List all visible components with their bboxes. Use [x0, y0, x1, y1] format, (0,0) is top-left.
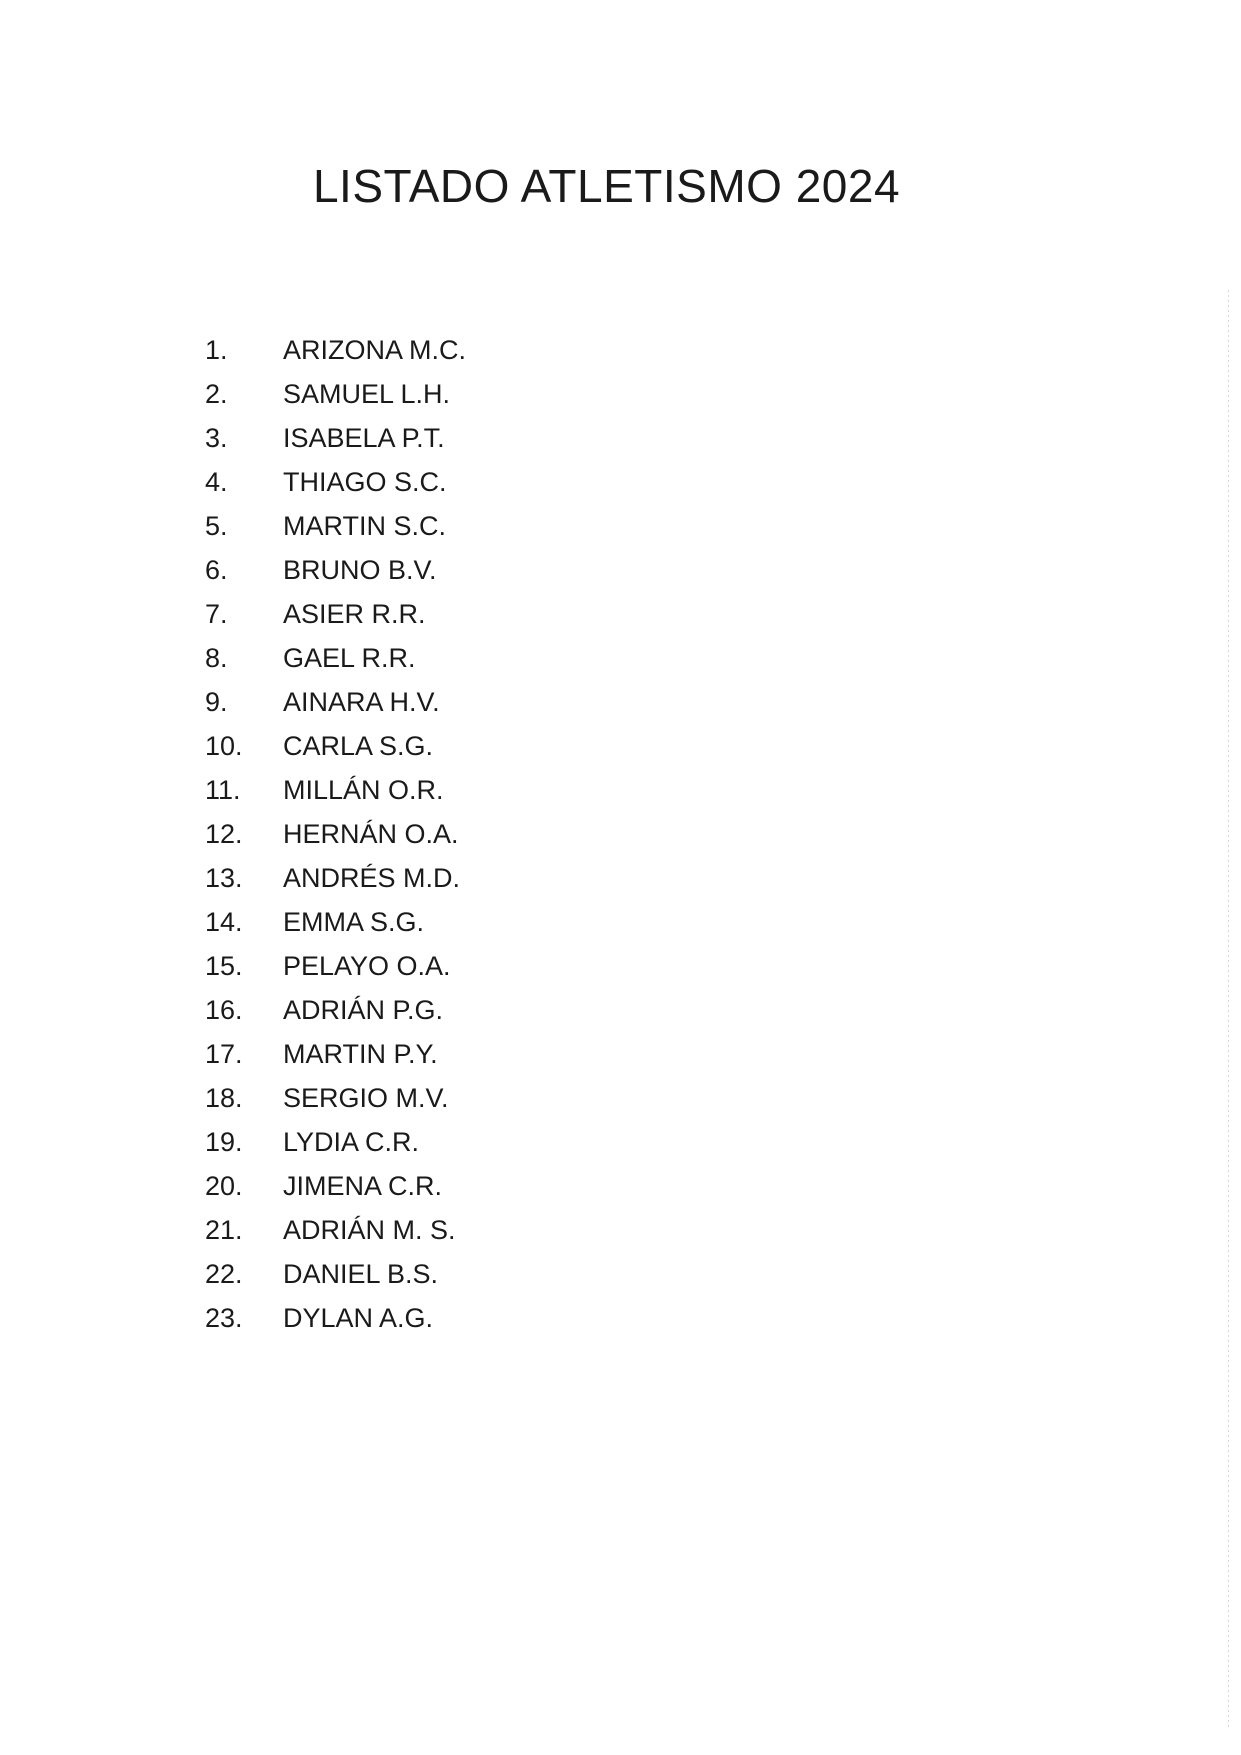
- list-item-number: 22.: [205, 1259, 243, 1289]
- list-item-number: 4.: [205, 467, 228, 497]
- list-item: [205, 328, 466, 372]
- list-item-name: ASIER R.R.: [283, 599, 426, 629]
- list-item: [205, 1076, 466, 1120]
- athlete-list: [205, 328, 466, 1340]
- list-item: [205, 988, 466, 1032]
- scan-edge-artifact: [1228, 290, 1229, 1730]
- list-item-number: 17.: [205, 1039, 243, 1069]
- list-item-name: HERNÁN O.A.: [283, 819, 459, 849]
- list-item: [205, 944, 466, 988]
- list-item-number: 12.: [205, 819, 243, 849]
- list-item-name: ISABELA P.T.: [283, 423, 445, 453]
- list-item-name: MARTIN S.C.: [283, 511, 447, 541]
- list-item-name: GAEL R.R.: [283, 643, 416, 673]
- list-item: [205, 812, 466, 856]
- list-item-number: 1.: [205, 335, 228, 365]
- list-item: [205, 724, 466, 768]
- list-item: [205, 1296, 466, 1340]
- list-item-name: SAMUEL L.H.: [283, 379, 451, 409]
- list-item: [205, 900, 466, 944]
- list-item-number: 19.: [205, 1127, 243, 1157]
- list-item-name: DANIEL B.S.: [283, 1259, 439, 1289]
- list-item-number: 11.: [205, 775, 241, 805]
- list-item-number: 3.: [205, 423, 228, 453]
- list-item: [205, 416, 466, 460]
- list-item-number: 18.: [205, 1083, 243, 1113]
- list-item: [205, 1164, 466, 1208]
- list-item-name: PELAYO O.A.: [283, 951, 451, 981]
- list-item-name: CARLA S.G.: [283, 731, 434, 761]
- list-item-name: SERGIO M.V.: [283, 1083, 449, 1113]
- list-item-number: 5.: [205, 511, 228, 541]
- list-item-name: EMMA S.G.: [283, 907, 425, 937]
- list-item-name: MILLÁN O.R.: [283, 775, 444, 805]
- list-item: [205, 1208, 466, 1252]
- list-item-number: 21.: [205, 1215, 243, 1245]
- list-item: [205, 548, 466, 592]
- list-item-number: 15.: [205, 951, 243, 981]
- list-item: [205, 768, 466, 812]
- list-item: [205, 856, 466, 900]
- document-title: LISTADO ATLETISMO 2024: [312, 160, 901, 212]
- list-item-number: 23.: [205, 1303, 243, 1333]
- list-item-name: ANDRÉS M.D.: [283, 863, 461, 893]
- list-item-number: 14.: [205, 907, 243, 937]
- list-item-name: ARIZONA M.C.: [283, 335, 467, 365]
- list-item-number: 20.: [205, 1171, 243, 1201]
- list-item-name: THIAGO S.C.: [283, 467, 447, 497]
- list-item-number: 6.: [205, 555, 228, 585]
- list-item-name: MARTIN P.Y.: [283, 1039, 438, 1069]
- list-item: [205, 680, 466, 724]
- list-item-name: ADRIÁN M. S.: [283, 1215, 456, 1245]
- list-item-number: 2.: [205, 379, 228, 409]
- list-item-number: 7.: [205, 599, 228, 629]
- list-item: [205, 1120, 466, 1164]
- list-item: [205, 504, 466, 548]
- list-item: [205, 636, 466, 680]
- list-item: [205, 1252, 466, 1296]
- list-item-name: BRUNO B.V.: [283, 555, 437, 585]
- list-item-name: DYLAN A.G.: [283, 1303, 434, 1333]
- list-item-name: LYDIA C.R.: [283, 1127, 420, 1157]
- list-item-number: 13.: [205, 863, 243, 893]
- list-item-name: JIMENA C.R.: [283, 1171, 443, 1201]
- list-item-number: 10.: [205, 731, 243, 761]
- list-item-number: 8.: [205, 643, 228, 673]
- list-item: [205, 592, 466, 636]
- list-item: [205, 372, 466, 416]
- list-item: [205, 1032, 466, 1076]
- list-item-name: AINARA H.V.: [283, 687, 440, 717]
- list-item-number: 16.: [205, 995, 243, 1025]
- list-item-name: ADRIÁN P.G.: [283, 995, 444, 1025]
- list-item: [205, 460, 466, 504]
- list-item-number: 9.: [205, 687, 228, 717]
